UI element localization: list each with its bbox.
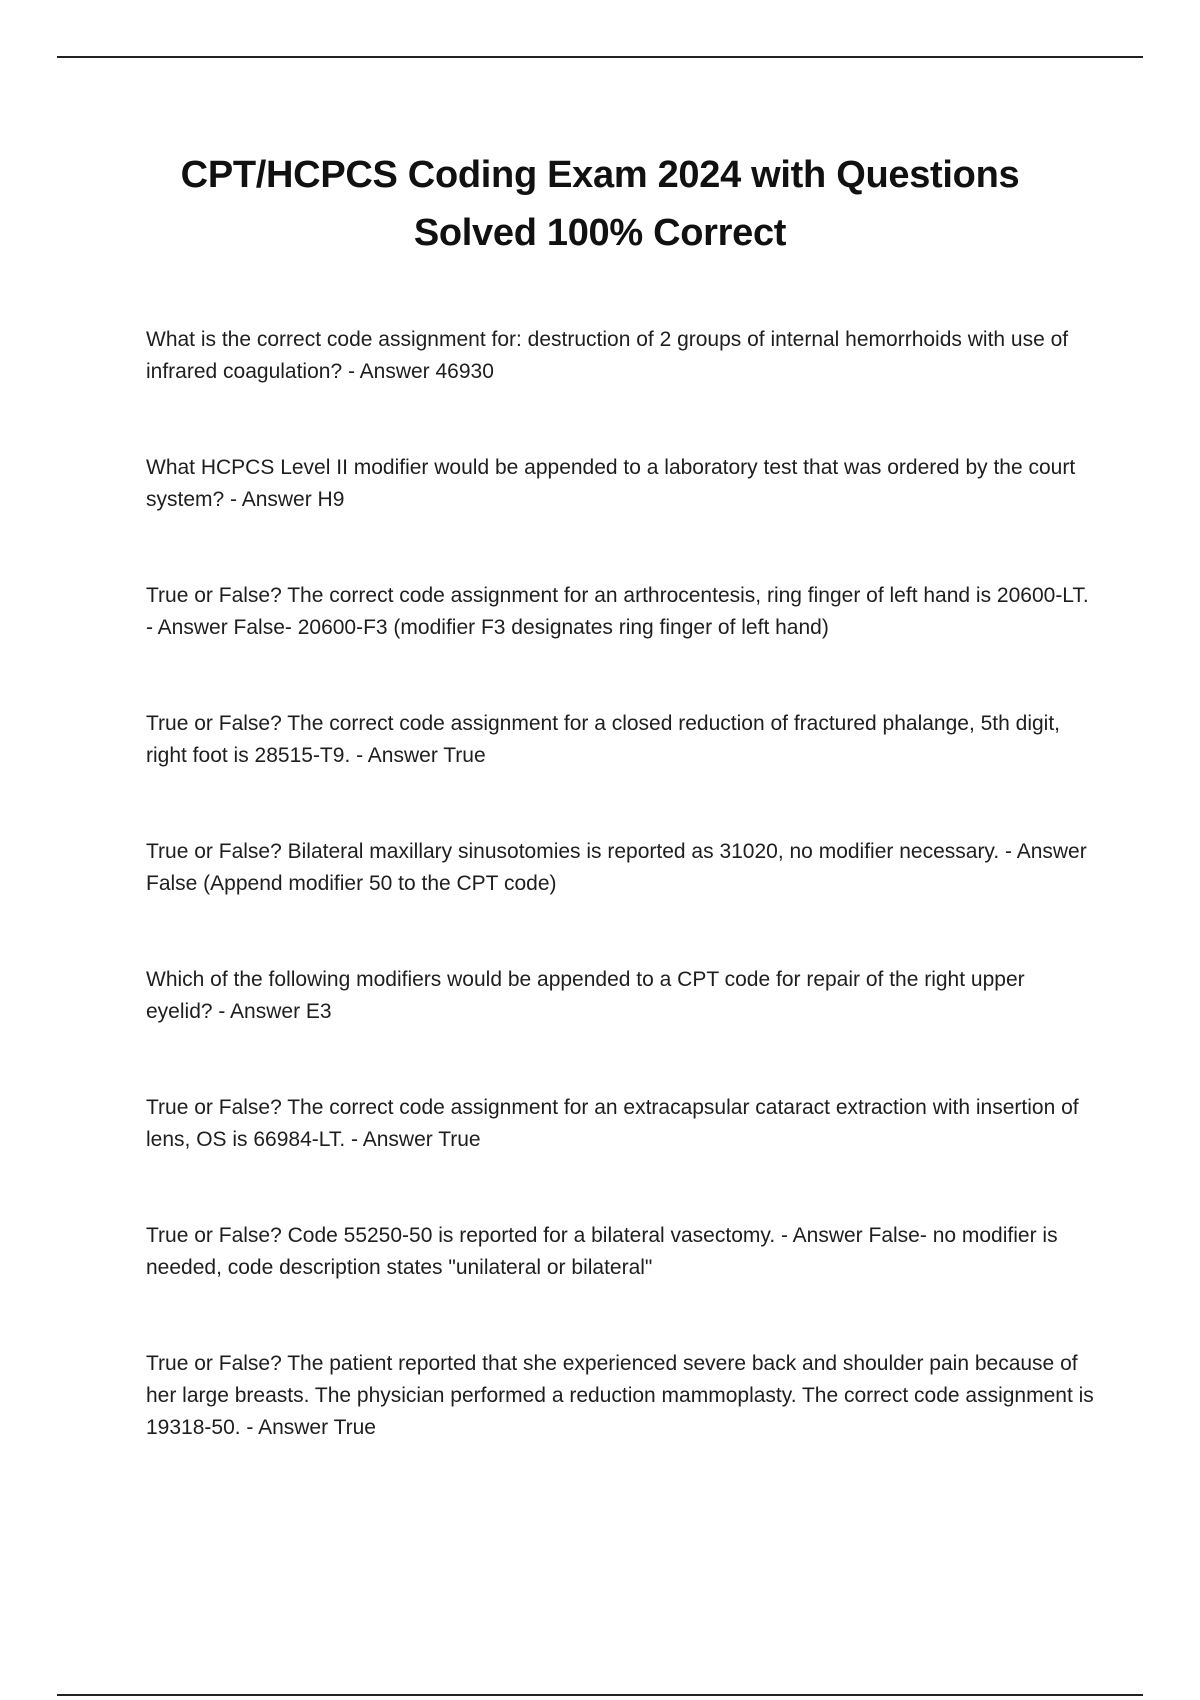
qa-item-2: What HCPCS Level II modifier would be appended to a laboratory test that was ordered by the court system? - Answer H9 — [146, 456, 1076, 511]
qa-item-9: True or False? The patient reported that she experienced severe back and shoulder pain because of her large breasts. The physician performed a reduction mammoplasty. The correct code assignment is 19318-50. - Answer True — [146, 1352, 1094, 1439]
qa-item-3: True or False? The correct code assignment for an arthrocentesis, ring finger of left hand is 20600-LT. - Answer False- 20600-F3 (modifier F3 designates ring finger of left hand) — [146, 584, 1089, 639]
qa-item-1: What is the correct code assignment for: destruction of 2 groups of internal hemorrhoids with use of infrared coagulation? - Answer 46930 — [146, 328, 1069, 383]
question-answer-list — [146, 324, 1096, 1508]
title-line-1: CPT/HCPCS Coding Exam 2024 with Questions — [180, 154, 1020, 196]
top-divider — [57, 56, 1143, 58]
bottom-divider — [57, 1694, 1143, 1696]
qa-item-5: True or False? Bilateral maxillary sinusotomies is reported as 31020, no modifier necessary. - Answer False (Append modifier 50 to the CPT code) — [146, 840, 1087, 895]
document-title — [100, 146, 1100, 262]
qa-item-7: True or False? The correct code assignment for an extracapsular cataract extraction with insertion of lens, OS is 66984-LT. - Answer True — [146, 1096, 1079, 1151]
title-line-2: Solved 100% Correct — [413, 212, 787, 254]
qa-item-6: Which of the following modifiers would be appended to a CPT code for repair of the right upper eyelid? - Answer E3 — [146, 968, 1025, 1023]
qa-item-8: True or False? Code 55250-50 is reported for a bilateral vasectomy. - Answer False- no modifier is needed, code description states "unilateral or bilateral" — [146, 1224, 1058, 1279]
qa-item-4: True or False? The correct code assignment for a closed reduction of fractured phalange, 5th digit, right foot is 28515-T9. - Answer True — [146, 712, 1061, 767]
